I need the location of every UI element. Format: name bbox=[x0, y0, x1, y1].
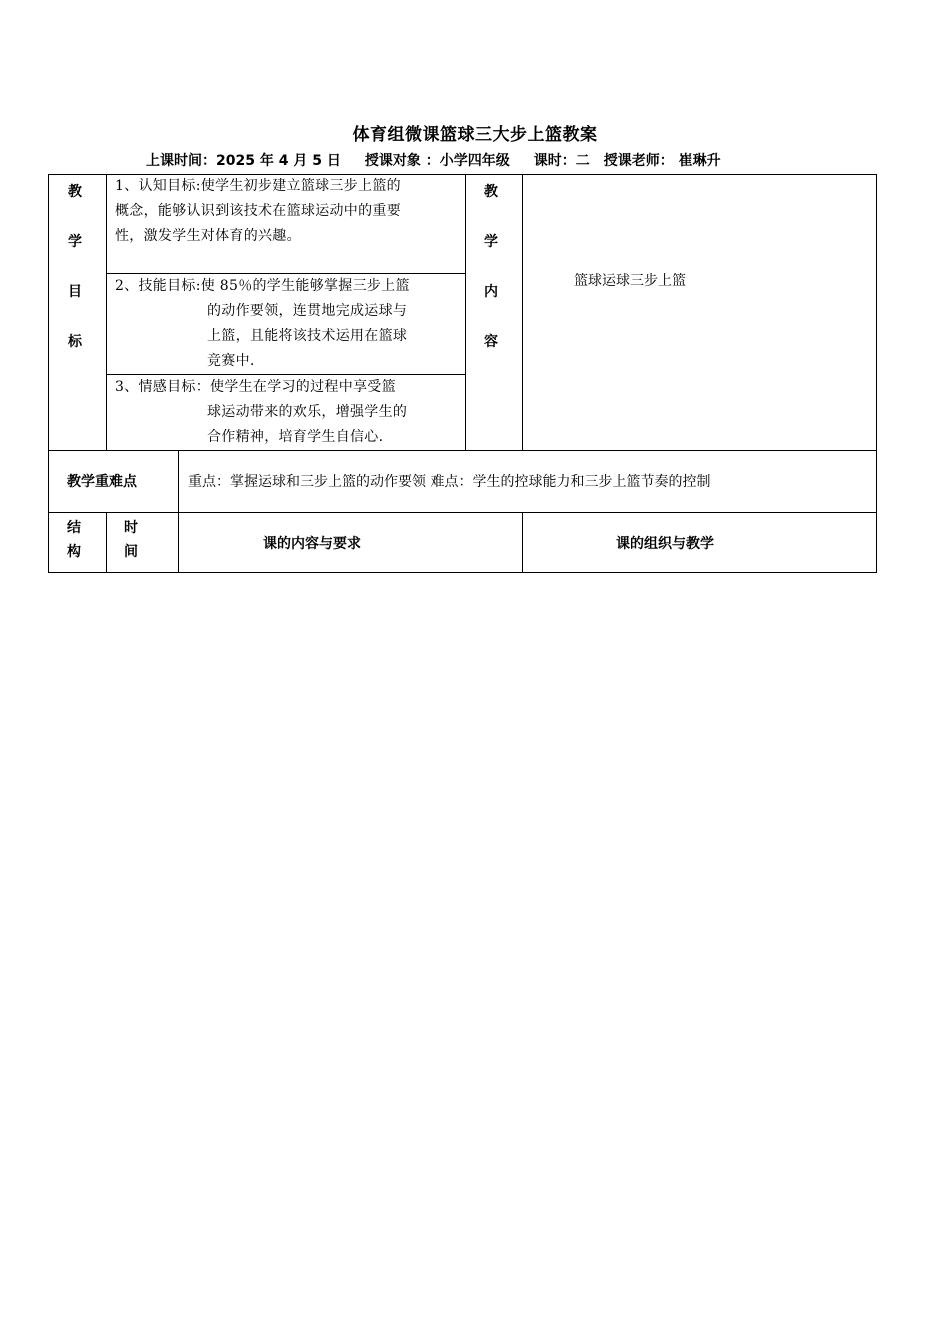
goals-label-char: 目 bbox=[68, 284, 82, 300]
content-label-char: 容 bbox=[484, 334, 498, 350]
goal-first-line: 2、技能目标:使 85％的学生能够掌握三步上篮 bbox=[115, 278, 410, 294]
table-row-divider bbox=[48, 512, 877, 513]
table-col-divider bbox=[522, 512, 523, 573]
table-col-divider bbox=[522, 174, 523, 451]
goal-line: 竞赛中. bbox=[207, 353, 255, 369]
time-label-char: 时 bbox=[124, 520, 138, 536]
goal-first-line: 1、认知目标:使学生初步建立篮球三步上篮的 bbox=[115, 178, 401, 194]
lesson-teacher: 授课老师： 崔琳升 bbox=[603, 153, 721, 169]
lesson-meta bbox=[146, 151, 735, 171]
lesson-period: 课时：二 bbox=[533, 153, 590, 169]
table-border-left bbox=[48, 174, 49, 573]
time-label-char: 间 bbox=[124, 544, 138, 560]
goal-line: 概念，能够认识到该技术在篮球运动中的重要 bbox=[115, 203, 401, 219]
lesson-target: 授课对象 ：小学四年级 bbox=[364, 153, 510, 169]
goal-skill bbox=[115, 274, 457, 374]
key-points-text: 重点：掌握运球和三步上篮的动作要领 难点：学生的控球能力和三步上篮节奏的控制 bbox=[188, 474, 711, 490]
goals-label-char: 教 bbox=[68, 184, 82, 200]
table-border-bottom bbox=[48, 572, 877, 573]
goal-emotional bbox=[115, 375, 457, 450]
table-col-divider bbox=[106, 512, 107, 573]
table-col-divider bbox=[178, 450, 179, 573]
goals-label-char: 学 bbox=[68, 234, 82, 250]
time-label bbox=[124, 516, 144, 564]
structure-label-char: 结 bbox=[67, 520, 81, 536]
goal-line: 的动作要领，连贯地完成运球与 bbox=[207, 303, 408, 319]
content-label-char: 内 bbox=[484, 284, 498, 300]
goal-line: 性，激发学生对体育的兴趣。 bbox=[115, 228, 301, 244]
table-row-divider bbox=[48, 450, 877, 451]
content-requirements-header: 课的内容与要求 bbox=[263, 536, 361, 552]
content-label-char: 教 bbox=[484, 184, 498, 200]
content-label bbox=[481, 180, 501, 380]
goal-line: 上篮，且能将该技术运用在篮球 bbox=[207, 328, 408, 344]
table-col-divider bbox=[465, 174, 466, 451]
content-label-char: 学 bbox=[484, 234, 498, 250]
goals-label bbox=[65, 180, 85, 380]
lesson-date: 上课时间：2025 年 4 月 5 日 bbox=[146, 153, 341, 169]
goals-label-char: 标 bbox=[68, 334, 82, 350]
structure-label bbox=[67, 516, 87, 564]
goal-cognitive bbox=[115, 174, 457, 249]
organization-teaching-header: 课的组织与教学 bbox=[616, 536, 714, 552]
goal-line: 球运动带来的欢乐，增强学生的 bbox=[207, 404, 408, 420]
structure-label-char: 构 bbox=[67, 544, 81, 560]
table-col-divider bbox=[106, 174, 107, 451]
key-points-label: 教学重难点 bbox=[67, 474, 137, 490]
teaching-content: 篮球运球三步上篮 bbox=[574, 273, 686, 289]
page-title: 体育组微课篮球三大步上篮教案 bbox=[352, 125, 598, 145]
table-border-right bbox=[876, 174, 877, 573]
goal-line: 合作精神，培育学生自信心. bbox=[207, 429, 384, 445]
goal-first-line: 3、情感目标：使学生在学习的过程中享受篮 bbox=[115, 379, 396, 395]
